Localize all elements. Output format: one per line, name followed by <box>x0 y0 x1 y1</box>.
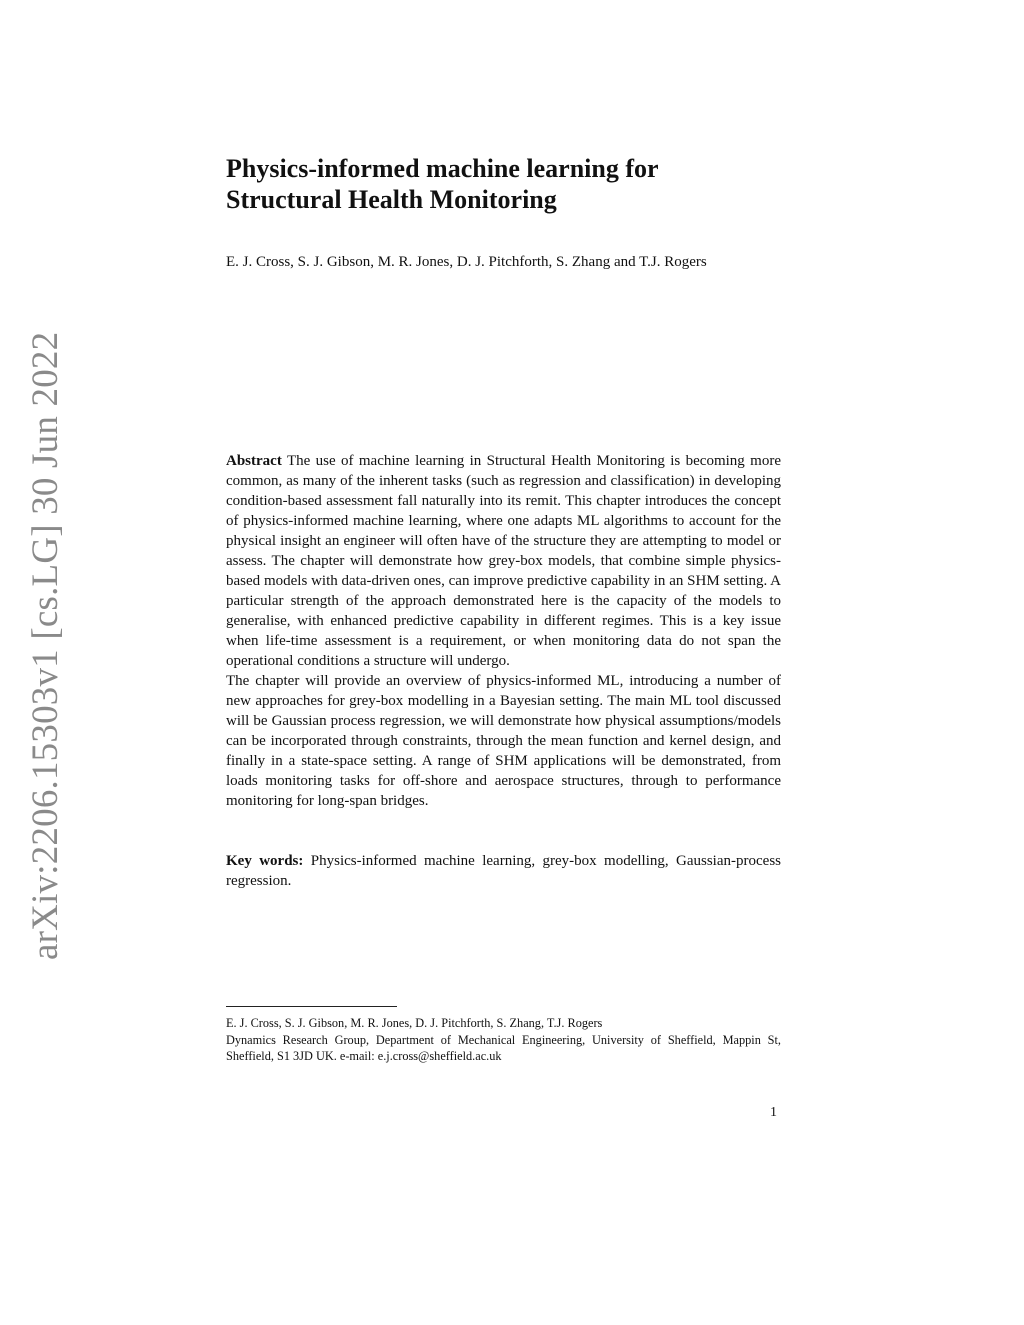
footnote-divider <box>226 1006 397 1007</box>
abstract-section <box>226 451 781 811</box>
abstract-label: Abstract <box>226 453 282 469</box>
footnote <box>226 1015 781 1065</box>
paper-title-line-1: Physics-informed machine learning for <box>226 154 659 183</box>
keywords-section <box>226 851 781 891</box>
paper-title <box>226 153 786 215</box>
author-list: E. J. Cross, S. J. Gibson, M. R. Jones, D. J. Pitchforth, S. Zhang and T.J. Rogers <box>226 254 707 270</box>
abstract-paragraph-1-text: The use of machine learning in Structural Health Monitoring is becoming more common, as many of the inherent tasks (such as regression and classification) in developing condition-based assessment fall naturally into its remit. This chapter introduces the concept of physics-informed machine learning, where one adapts ML algorithms to account for the physical insight an engineer will often have of the structure they are attempting to model or assess. The chapter will demonstrate how grey-box models, that combine simple physics-based models with data-driven ones, can improve predictive capability in an SHM setting. A particular strength of the approach demonstrated here is the capacity of the models to generalise, with enhanced predictive capability in different regimes. This is a key issue when life-time assessment is a requirement, or when monitoring data do not span the operational conditions a structure will undergo. <box>226 453 781 669</box>
paper-title-line-2: Structural Health Monitoring <box>226 185 557 214</box>
keywords-text: Physics-informed machine learning, grey-box modelling, Gaussian-process regression. <box>226 853 781 889</box>
footnote-affiliation: Dynamics Research Group, Department of Mechanical Engineering, University of Sheffield, Mappin St, Sheffield, S1 3JD UK. e-mail: e.j.cross@sheffield.ac.uk <box>226 1032 781 1063</box>
abstract-paragraph-2: The chapter will provide an overview of physics-informed ML, introducing a number of new approaches for grey-box modelling in a Bayesian setting. The main ML tool discussed will be Gaussian process regression, we will demonstrate how physical assumptions/models can be incorporated through constraints, through the mean function and kernel design, and finally in a state-space setting. A range of SHM applications will be demonstrated, from loads monitoring tasks for off-shore and aerospace structures, through to performance monitoring for long-span bridges. <box>226 673 781 809</box>
keywords-label: Key words: <box>226 853 304 869</box>
footnote-authors: E. J. Cross, S. J. Gibson, M. R. Jones, D. J. Pitchforth, S. Zhang, T.J. Rogers <box>226 1016 603 1030</box>
arxiv-identifier-stamp: arXiv:2206.15303v1 [cs.LG] 30 Jun 2022 <box>25 331 66 960</box>
abstract-paragraph-1 <box>226 451 781 671</box>
page-number: 1 <box>770 1105 777 1120</box>
